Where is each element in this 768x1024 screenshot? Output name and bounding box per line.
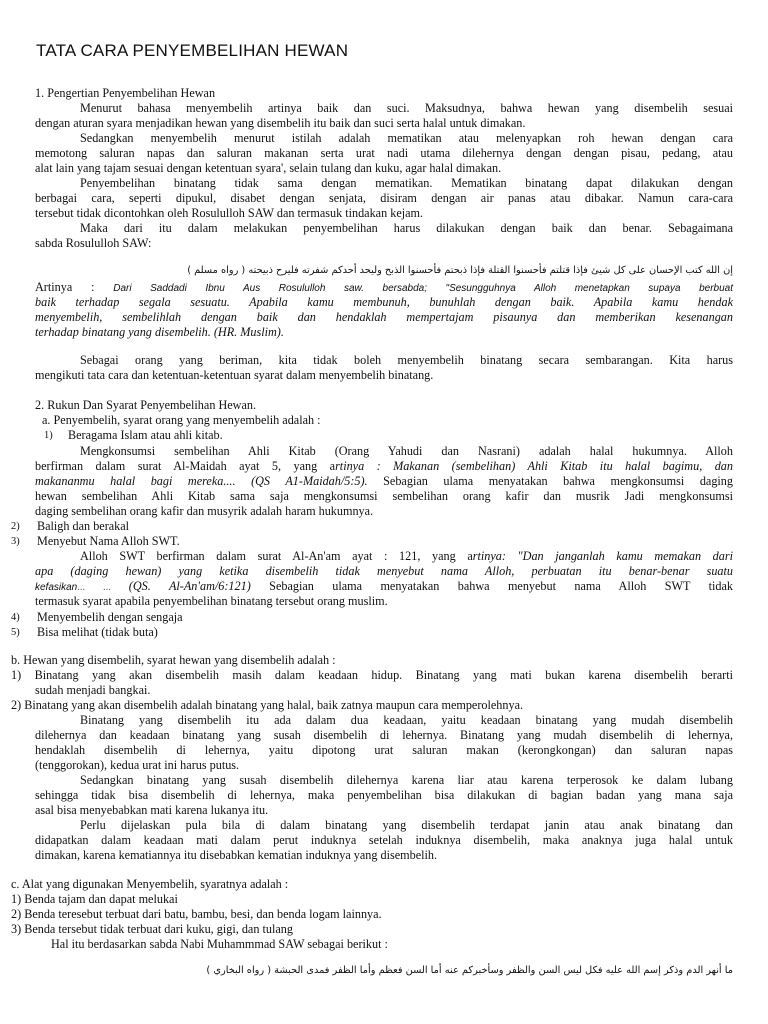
para-kitab-line-1: [35, 459, 733, 474]
para-anam-text-g: Sebagian ulama menyatakan bahwa menyebut nama Alloh SWT tidak: [250, 579, 733, 593]
text-line: Maka dari itu dalam melakukan penyembelihan harus dilakukan dengan baik dan benar. Sebagaimana: [80, 221, 733, 235]
para-kitab-text-d: Sebagian ulama menyatakan bahwa mengkonsumsi daging: [367, 474, 733, 488]
text-line: 1) Benda tajam dan dapat melukai: [11, 892, 178, 906]
text-line: (tenggorokan), kedua urat ini harus putus.: [35, 758, 240, 772]
para-kitab-text-a: berfirman dalam surat Al-Maidah ayat 5, yang a: [35, 459, 336, 473]
para-anam-line-4: termasuk syarat apabila penyembelihan binatang tersebut orang muslim.: [35, 594, 388, 608]
text-line: 3) Benda tersebut tidak terbuat dari kuku, gigi, dan tulang: [11, 922, 293, 936]
list-item-number: 2): [11, 521, 20, 532]
list-item-text: Menyebut Nama Alloh SWT.: [37, 534, 180, 548]
artinya-text-1: Dari Saddadi Ibnu Aus Rosululloh saw. bersabda; "Sesungguhnya Alloh menetapkan supaya berbuat: [113, 283, 733, 294]
text-line: memotong saluran napas dan saluran makanan serta urat nadi utama dilehernya dengan dengan pisau, pedang, atau: [35, 146, 733, 160]
para-anam-text-d: kefasikan: [35, 582, 78, 593]
para-kitab-line-3: hewan sembelihan Ahli Kitab sama saja mengkonsumsi sembelihan orang kafir dan musrik Jadi mengkonsumsi: [35, 489, 733, 503]
artinya-line-2: baik terhadap segala sesuatu. Apabila kamu membunuh, bunuhlah dengan baik. Apabila kamu hendak: [35, 295, 733, 309]
artinya-lead: Artinya :: [35, 280, 114, 294]
text-line: 2) Binatang yang akan disembelih adalah binatang yang halal, baik zatnya maupun cara memperolehnya.: [11, 698, 524, 712]
text-line: 1. Pengertian Penyembelihan Hewan: [35, 86, 216, 100]
para-kitab-text-c: makananmu halal bagi mereka.... (QS A1-Maidah/5:5).: [35, 474, 368, 488]
text-line: 2) Benda teresebut terbuat dari batu, bambu, besi, dan benda logam lainnya.: [11, 907, 382, 921]
list-item-number: 4): [11, 612, 20, 623]
text-line: sehingga tidak bisa disembelih di lehernya, maka penyembelihan bisa dilakukan di bagian badan yang mana saja: [35, 788, 733, 802]
para-anam-text-a: Alloh SWT berfirman dalam surat Al-An'am ayat : 121, yang a: [80, 549, 473, 563]
document-title: TATA CARA PENYEMBELIHAN HEWAN: [36, 41, 349, 60]
para-anam-line-2: apa (daging hewan) yang ketika disembelih tidak menyebut nama Alloh, perbuatan itu benar-benar suatu: [35, 564, 733, 578]
list-item-number: 5): [11, 627, 20, 638]
text-line: Mengkonsumsi sembelihan Ahli Kitab (Orang Yahudi dan Nasrani) adalah halal hukumnya. Alloh: [80, 444, 733, 458]
text-line: Menurut bahasa menyembelih artinya baik dan suci. Maksudnya, bahwa hewan yang disembelih sesuai: [80, 101, 733, 115]
text-line: Beragama Islam atau ahli kitab.: [68, 428, 223, 442]
artinya-line-4: terhadap binatang yang disembelih. (HR. Muslim).: [35, 325, 284, 339]
text-line: Sedangkan binatang yang susah disembelih dilehernya karena liar atau karena terperosok ke dalam lubang: [80, 773, 733, 787]
text-line: b. Hewan yang disembelih, syarat hewan yang disembelih adalah :: [11, 653, 336, 667]
list-item-text: Bisa melihat (tidak buta): [37, 625, 158, 639]
text-line: Binatang yang disembelih itu ada dalam dua keadaan, yaitu keadaan binatang yang mudah disembelih: [80, 713, 733, 727]
text-line: hendaklah disembelih di lehernya, yaitu dipotong urat saluran makan (kerongkongan) dan saluran napas: [35, 743, 733, 757]
text-line: Perlu dijelaskan pula bila di dalam binatang yang disembelih terdapat janin atau anak binatang dan: [80, 818, 733, 832]
text-line: sabda Rosululloh SAW:: [35, 236, 152, 250]
arabic-hadith-1: إن الله كتب الإحسان على كل شيئ فإذا قتلتم فأحسنوا القتلة فإذا ذبحتم فأحسنوا الذبح وليحد أحدكم شفرته فليرح ذبيحته ( رواه مسلم ): [187, 265, 733, 276]
arabic-hadith-2: ما أنهر الدم وذكر إسم الله عليه فكل ليس السن والظفر وسأخبركم عنه أما السن فعظم وأما الظفر فمدى الحبشة ( رواه البخاري ): [206, 965, 733, 976]
list-item-text: Baligh dan berakal: [37, 519, 130, 533]
text-line: Penyembelihan binatang tidak sama dengan mematikan. Mematikan binatang dapat dilakukan dengan: [80, 176, 733, 190]
text-line: a. Penyembelih, syarat orang yang menyembelih adalah :: [42, 413, 321, 427]
para-kitab-text-b: rtinya : Makanan (sembelihan) Ahli Kitab itu halal bagimu, dan: [335, 459, 733, 473]
list-item-number: 3): [11, 536, 20, 547]
text-line: Hal itu berdasarkan sabda Nabi Muhammmad SAW sebagai berikut :: [51, 937, 388, 951]
text-line: Sedangkan menyembelih menurut istilah adalah mematikan atau melenyapkan roh hewan dengan cara: [80, 131, 733, 145]
text-line: dimakan, karena kematiannya itu disebabkan kematian induknya yang disembelih.: [35, 848, 438, 862]
para-anam-ref: (QS. Al-An'am/6:121): [128, 579, 251, 593]
text-line: dengan aturan syara menjadikan hewan yang disembelih itu baik dan suci serta halal untuk dimakan.: [35, 116, 526, 130]
para-kitab-line-4: daging sembelihan orang kafir dan musyrik adalah haram hukumnya.: [35, 504, 374, 518]
text-line: 1) Binatang yang akan disembelih masih dalam keadaan hidup. Binatang yang mati bukan karena disembelih berarti: [11, 668, 733, 682]
text-line: sudah menjadi bangkai.: [35, 683, 151, 697]
text-line: berbagai cara, seperti dipukul, disabet dengan senjata, disiram dengan air panas atau dibakar. Namun cara-cara: [35, 191, 733, 205]
para-anam-text-b: rtinya: "Dan janganlah kamu memakan dari: [472, 549, 733, 563]
para-anam-ellipsis: ... ...: [77, 582, 129, 593]
text-line: dilehernya dan keadaan binatang yang susah disembelih di lehernya. Binatang yang mudah disembelih di lehernya,: [35, 728, 733, 742]
text-line: didapatkan dalam keadaan mati dalam perut induknya setelah induknya disembelih, maka anaknya juga halal untuk: [35, 833, 733, 847]
text-line: Sebagai orang yang beriman, kita tidak boleh menyembelih binatang secara sembarangan. Kita harus: [80, 353, 733, 367]
text-line: mengikuti tata cara dan ketentuan-ketentuan syarat dalam menyembelih binatang.: [35, 368, 434, 382]
text-line: alat lain yang tajam sesuai dengan ketentuan syara', selain tulang dan kuku, agar halal dimakan.: [35, 161, 502, 175]
text-line: c. Alat yang digunakan Menyembelih, syaratnya adalah :: [11, 877, 289, 891]
text-line: asal bisa menyebabkan mati karena lukanya itu.: [35, 803, 269, 817]
text-line: tersebut tidak dicontohkan oleh Rosululloh SAW dan termasuk tindakan kejam.: [35, 206, 424, 220]
text-line: 2. Rukun Dan Syarat Penyembelihan Hewan.: [35, 398, 257, 412]
item-number-1: 1): [44, 430, 53, 441]
para-anam-line-1: [80, 549, 733, 564]
para-kitab-line-2: [35, 474, 733, 489]
artinya-line-3: menyembelih, sembelihlah dengan baik dan hendaklah mempertajam pisaunya dan memberikan kesenangan: [35, 310, 733, 324]
list-item-text: Menyembelih dengan sengaja: [37, 610, 183, 624]
